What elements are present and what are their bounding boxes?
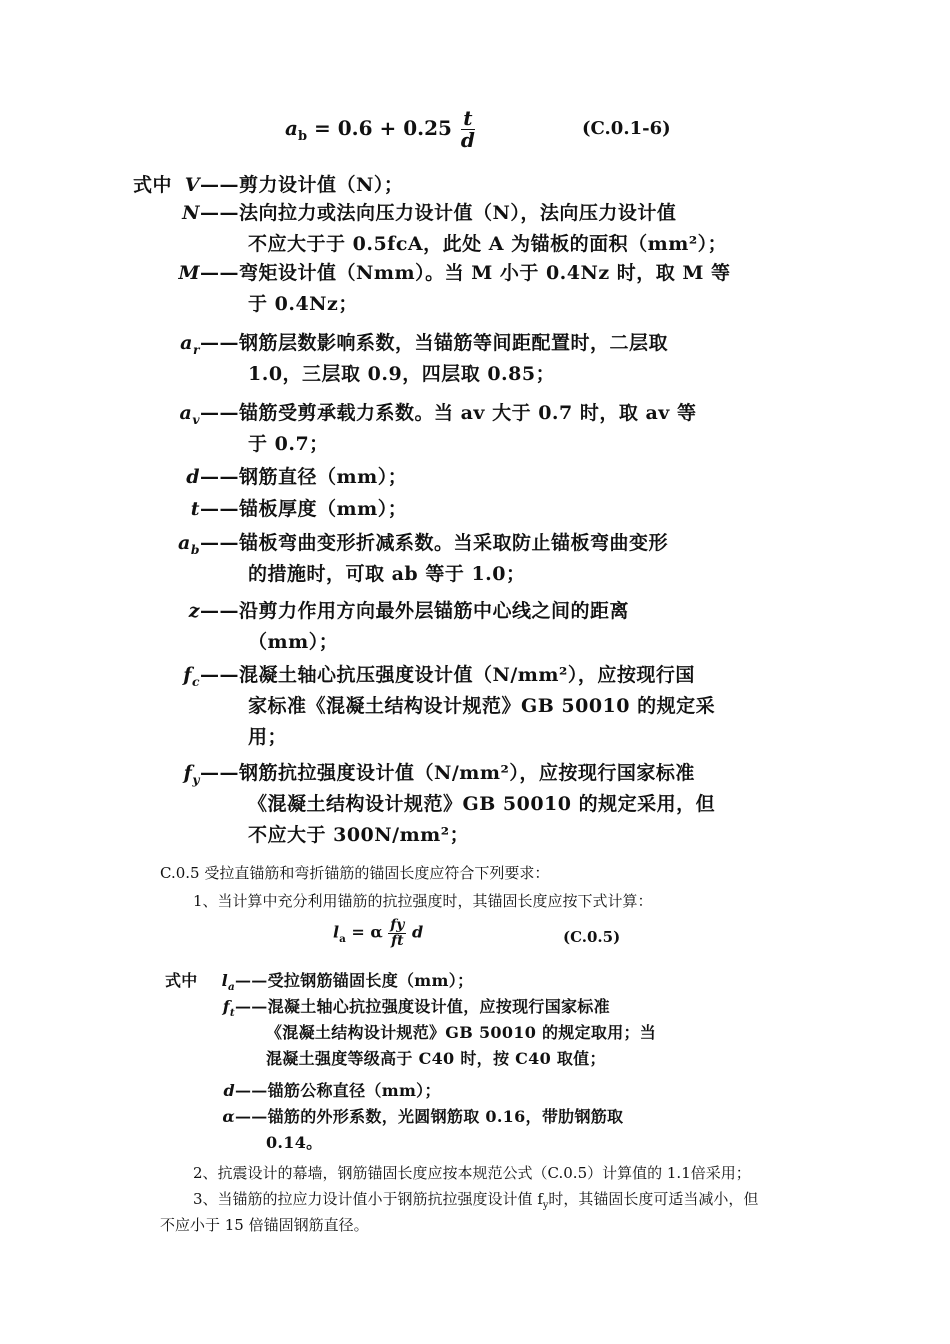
symbol-subscript: y (192, 771, 200, 787)
item3-text-end: 时，其锚固长度可适当减小，但 (548, 1190, 759, 1208)
definition-symbol (176, 174, 200, 196)
definition-line (211, 994, 610, 1019)
definition-line (176, 258, 731, 285)
definition-symbol (176, 466, 200, 488)
definition-symbol (211, 971, 235, 993)
definition-line (176, 198, 676, 225)
fraction-c05-denominator: ft (391, 932, 404, 949)
definition-text: 混凝土轴心抗拉强度设计值，应按现行国家标准 (267, 997, 610, 1016)
definition-line (248, 627, 338, 654)
fraction-numerator: t (463, 106, 473, 130)
definition-dash: —— (200, 174, 239, 196)
where-label-2: 式中 (165, 971, 198, 990)
equation-number-c05: (C.0.5) (563, 928, 621, 946)
definition-text: 混凝土轴心抗压强度设计值（N/mm²），应按现行国 (239, 664, 695, 686)
definition-text: 锚筋公称直径（mm）； (267, 1081, 441, 1100)
symbol-subscript: t (229, 1007, 235, 1020)
symbol-subscript: r (192, 341, 200, 357)
definition-text: 的措施时，可取 ab 等于 1.0； (248, 563, 526, 585)
definition-line (248, 429, 329, 456)
item3-subscript: y (542, 1200, 549, 1211)
symbol-letter: a (179, 402, 193, 424)
definition-text: 沿剪力作用方向最外层锚筋中心线之间的距离 (239, 600, 630, 622)
definition-dash: —— (235, 971, 268, 990)
symbol-subscript: a (227, 981, 235, 994)
definition-dash: —— (200, 498, 239, 520)
definition-line (248, 359, 555, 386)
definition-text: 1.0，三层取 0.9，四层取 0.85； (248, 363, 556, 385)
definition-dash: —— (200, 466, 239, 488)
symbol-letter: a (178, 532, 191, 554)
equation-c05-lhs-subscript: a (339, 932, 346, 945)
equation-c05-eq: = α (351, 922, 383, 942)
definition-line (248, 289, 358, 316)
definition-text: 0.14。 (266, 1133, 323, 1152)
equation-rhs: = 0.6 + 0.25 (314, 116, 452, 140)
definition-line (248, 722, 287, 749)
definition-text: 锚筋受剪承载力系数。当 av 大于 0.7 时，取 av 等 (239, 402, 697, 424)
definition-symbol (211, 997, 235, 1019)
definition-dash: —— (200, 664, 239, 686)
definition-dash: —— (200, 762, 239, 784)
definition-symbol (176, 402, 200, 427)
definition-symbol (176, 498, 200, 520)
definition-line (248, 229, 727, 256)
definition-dash: —— (235, 997, 268, 1016)
equation-lhs: a (285, 116, 298, 140)
symbol-subscript: c (191, 673, 200, 689)
definition-line (176, 398, 696, 427)
symbol-letter: f (183, 762, 193, 784)
definition-symbol (176, 332, 200, 357)
definition-line (176, 596, 629, 623)
definition-text: 钢筋直径（mm）； (239, 466, 408, 488)
symbol-letter: N (182, 202, 200, 224)
definition-line (176, 758, 695, 787)
definition-text: 家标准《混凝土结构设计规范》GB 50010 的规定采 (248, 695, 716, 717)
paragraph-item3-line2: 不应小于 15 倍锚固钢筋直径。 (160, 1216, 369, 1234)
definition-symbol (176, 262, 200, 284)
definition-text: （mm）； (248, 631, 339, 653)
definition-text: 法向拉力或法向压力设计值（N），法向压力设计值 (239, 202, 677, 224)
definition-text: 混凝土强度等级高于 C40 时，按 C40 取值； (266, 1049, 606, 1068)
definition-dash: —— (235, 1081, 268, 1100)
symbol-letter: f (222, 997, 230, 1016)
definition-text: 锚筋的外形系数，光圆钢筋取 0.16，带肋钢筋取 (267, 1107, 624, 1126)
definition-text: 《混凝土结构设计规范》GB 50010 的规定采用，但 (248, 793, 716, 815)
symbol-letter: α (222, 1107, 235, 1126)
definition-text: 不应大于 300N/mm²； (248, 824, 470, 846)
symbol-subscript: b (190, 541, 200, 557)
symbol-letter: f (183, 664, 192, 686)
definition-text: 剪力设计值（N）； (239, 174, 404, 196)
definition-line (211, 968, 473, 993)
section-c05-item1: 1、当计算中充分利用锚筋的抗拉强度时，其锚固长度应按下式计算： (193, 892, 653, 910)
definition-symbol (176, 532, 200, 557)
definition-text: 于 0.4Nz； (248, 293, 358, 315)
definition-line (248, 820, 469, 847)
definition-text: 不应大于于 0.5fcA，此处 A 为锚板的面积（mm²）； (248, 233, 728, 255)
where-label-1: 式中 (133, 174, 173, 196)
definition-symbol (176, 202, 200, 224)
equation-lhs-subscript: b (297, 129, 308, 144)
definition-dash: —— (200, 332, 239, 354)
definition-line (176, 328, 668, 357)
definition-text: 锚板厚度（mm）； (239, 498, 408, 520)
definition-text: 弯矩设计值（Nmm）。当 M 小于 0.4Nz 时，取 M 等 (239, 262, 731, 284)
equation-fraction (459, 108, 477, 151)
equation-c05-fraction (388, 918, 406, 948)
symbol-letter: V (184, 174, 200, 196)
definition-line (248, 559, 526, 586)
item3-text: 3、当锚筋的拉应力设计值小于钢筋抗拉强度设计值 f (193, 1190, 543, 1208)
definition-dash: —— (200, 600, 239, 622)
definition-dash: —— (200, 202, 239, 224)
definition-symbol (211, 1081, 235, 1100)
definition-line (176, 660, 695, 689)
symbol-letter: a (180, 332, 193, 354)
definition-symbol (211, 1107, 235, 1126)
paragraph-item3-line1 (193, 1188, 758, 1211)
definition-text: 锚板弯曲变形折减系数。当采取防止锚板弯曲变形 (239, 532, 669, 554)
definition-text: 《混凝土结构设计规范》GB 50010 的规定取用；当 (266, 1023, 657, 1042)
definition-dash: —— (200, 532, 239, 554)
symbol-subscript: v (192, 411, 200, 427)
symbol-letter: M (178, 262, 200, 284)
section-c05-heading: C.0.5 受拉直锚筋和弯折锚筋的锚固长度应符合下列要求： (160, 864, 550, 882)
paragraph-item2: 2、抗震设计的幕墙，钢筋锚固长度应按本规范公式（C.0.5）计算值的 1.1倍采用； (193, 1164, 751, 1182)
equation-c05-lhs: l (333, 922, 340, 942)
definition-text: 钢筋层数影响系数，当锚筋等间距配置时，二层取 (239, 332, 669, 354)
definition-line (248, 691, 715, 718)
definition-symbol (176, 762, 200, 787)
definition-line (266, 1020, 656, 1043)
equation-c016 (285, 108, 477, 151)
definition-line (248, 789, 715, 816)
definition-line (176, 494, 407, 521)
symbol-letter: l (221, 971, 228, 990)
symbol-letter: d (186, 466, 200, 488)
definition-line (266, 1130, 322, 1153)
definition-line (211, 1078, 441, 1101)
definition-symbol (176, 600, 200, 622)
definition-dash: —— (200, 402, 239, 424)
definition-symbol (176, 664, 200, 689)
symbol-letter: t (190, 498, 200, 520)
equation-c05 (333, 918, 423, 948)
definition-text: 于 0.7； (248, 433, 329, 455)
definition-dash: —— (235, 1107, 268, 1126)
definition-text: 钢筋抗拉强度设计值（N/mm²），应按现行国家标准 (239, 762, 695, 784)
fraction-c05-numerator: fy (390, 917, 405, 933)
definition-dash: —— (200, 262, 239, 284)
definition-line (211, 1104, 623, 1127)
definition-line (176, 170, 403, 197)
symbol-letter: d (223, 1081, 235, 1100)
definition-line (176, 528, 668, 557)
definition-text: 受拉钢筋锚固长度（mm）； (267, 971, 474, 990)
definition-line (266, 1046, 606, 1069)
symbol-letter: z (188, 600, 200, 622)
definition-text: 用； (248, 726, 288, 748)
fraction-denominator: d (460, 128, 475, 152)
equation-c05-tail: d (412, 922, 424, 942)
definition-line (176, 462, 407, 489)
equation-number-c016: (C.0.1-6) (582, 118, 671, 139)
